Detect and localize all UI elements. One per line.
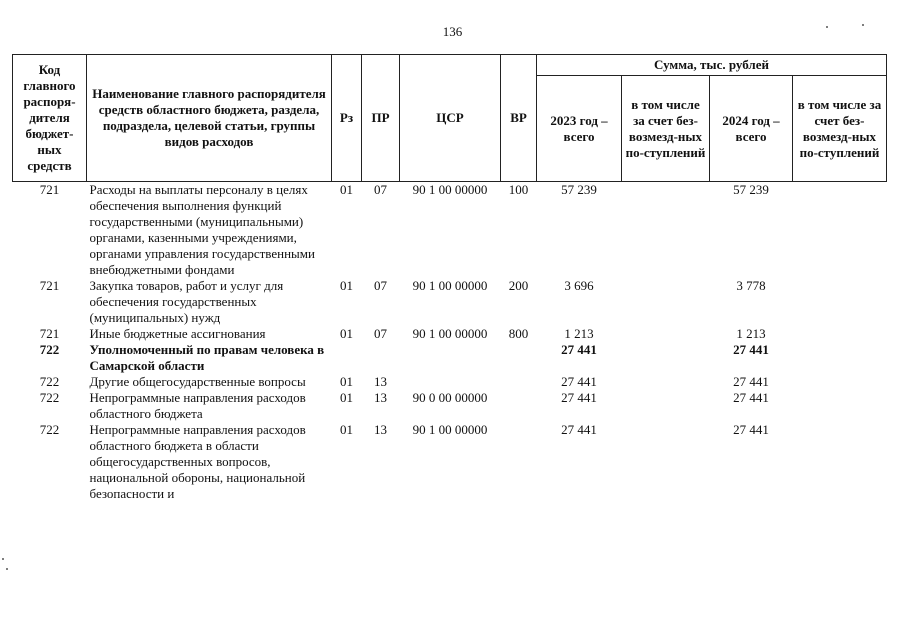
cell-free-2023: [622, 374, 710, 390]
cell-name: Уполномоченный по правам человека в Самарской области: [89, 342, 325, 373]
cell-vr: 100: [508, 182, 529, 197]
scan-speck: [2, 558, 4, 560]
header-code: Код главного распоря-дителя бюджет-ных средств: [13, 55, 87, 182]
cell-pr: 07: [374, 326, 387, 341]
header-2024-free: в том числе за счет без-возмезд-ных по-ступлений: [793, 76, 887, 182]
scan-speck: [826, 26, 828, 28]
cell-free-2024: [793, 422, 887, 502]
header-sum-group: Сумма, тыс. рублей: [537, 55, 887, 76]
cell-pr: 13: [374, 374, 387, 389]
cell-sum-2024: 3 778: [736, 278, 766, 293]
table-row: [13, 342, 887, 374]
cell-vr: [501, 390, 537, 422]
header-rz: Рз: [332, 55, 362, 182]
cell-csr: 90 1 00 00000: [412, 182, 488, 197]
scan-speck: [6, 568, 8, 570]
table-row: [13, 390, 887, 422]
cell-code: 722: [39, 342, 60, 357]
cell-sum-2024: 27 441: [733, 374, 769, 389]
table-body: [13, 182, 887, 503]
cell-name: Расходы на выплаты персоналу в целях обеспечения выполнения функций государственными (муниципальными) органами, казенными учреждениями, органами управления государственными внебюджетными фондами: [89, 182, 315, 277]
cell-code: 722: [39, 390, 60, 405]
cell-csr: 90 1 00 00000: [412, 422, 488, 437]
cell-code: 722: [39, 422, 60, 437]
cell-free-2024: [793, 390, 887, 422]
cell-name: Закупка товаров, работ и услуг для обеспечения государственных (муниципальных) нужд: [89, 278, 284, 325]
cell-csr: [400, 374, 501, 390]
header-2024-total: 2024 год – всего: [710, 76, 793, 182]
cell-pr: 13: [374, 422, 387, 437]
cell-free-2024: [793, 342, 887, 374]
page-number: 136: [442, 24, 463, 39]
cell-pr: [362, 342, 400, 374]
budget-table: [12, 54, 887, 502]
cell-csr: 90 1 00 00000: [412, 326, 488, 341]
cell-free-2024: [793, 182, 887, 279]
cell-name: Непрограммные направления расходов областного бюджета в области общегосударственных вопросов, национальной обороны, национальной безопасности и: [89, 422, 306, 501]
cell-sum-2023: 27 441: [561, 374, 597, 389]
cell-pr: 07: [374, 182, 387, 197]
table-row: [13, 326, 887, 342]
cell-sum-2024: 57 239: [733, 182, 769, 197]
cell-sum-2024: 1 213: [736, 326, 766, 341]
cell-sum-2023: 27 441: [561, 422, 597, 437]
header-pr: ПР: [362, 55, 400, 182]
cell-free-2023: [622, 326, 710, 342]
table-header: [13, 55, 887, 182]
cell-free-2023: [622, 182, 710, 279]
cell-code: 721: [39, 326, 60, 341]
cell-vr: [501, 374, 537, 390]
cell-sum-2023: 57 239: [561, 182, 597, 197]
cell-rz: 01: [340, 326, 353, 341]
cell-free-2024: [793, 278, 887, 326]
header-name: Наименование главного распорядителя средств областного бюджета, раздела, подраздела, целевой статьи, группы видов расходов: [87, 55, 332, 182]
cell-csr: 90 0 00 00000: [412, 390, 488, 405]
cell-free-2023: [622, 278, 710, 326]
table-row: [13, 278, 887, 326]
cell-rz: 01: [340, 278, 353, 293]
table-row: [13, 374, 887, 390]
cell-code: 722: [39, 374, 60, 389]
cell-rz: 01: [340, 390, 353, 405]
cell-sum-2023: 27 441: [561, 342, 597, 357]
header-csr: ЦСР: [400, 55, 501, 182]
cell-rz: 01: [340, 182, 353, 197]
header-vr: ВР: [501, 55, 537, 182]
header-2023-total: 2023 год – всего: [537, 76, 622, 182]
cell-rz: [332, 342, 362, 374]
cell-rz: 01: [340, 422, 353, 437]
cell-code: 721: [39, 278, 60, 293]
cell-free-2023: [622, 422, 710, 502]
header-2023-free: в том числе за счет без-возмезд-ных по-ступлений: [622, 76, 710, 182]
cell-free-2024: [793, 374, 887, 390]
table-row: [13, 182, 887, 279]
cell-name: Другие общегосударственные вопросы: [89, 374, 306, 389]
cell-sum-2024: 27 441: [733, 342, 769, 357]
cell-vr: [501, 422, 537, 502]
cell-rz: 01: [340, 374, 353, 389]
cell-csr: [400, 342, 501, 374]
cell-sum-2023: 1 213: [564, 326, 594, 341]
cell-free-2023: [622, 390, 710, 422]
cell-vr: [501, 342, 537, 374]
cell-sum-2024: 27 441: [733, 390, 769, 405]
cell-sum-2023: 27 441: [561, 390, 597, 405]
cell-name: Непрограммные направления расходов областного бюджета: [89, 390, 306, 421]
table-row: [13, 422, 887, 502]
cell-pr: 13: [374, 390, 387, 405]
scan-speck: [862, 24, 864, 26]
cell-vr: 200: [508, 278, 529, 293]
cell-free-2023: [622, 342, 710, 374]
cell-pr: 07: [374, 278, 387, 293]
cell-free-2024: [793, 326, 887, 342]
cell-sum-2024: 27 441: [733, 422, 769, 437]
cell-code: 721: [39, 182, 60, 197]
cell-sum-2023: 3 696: [564, 278, 594, 293]
cell-name: Иные бюджетные ассигнования: [89, 326, 266, 341]
cell-csr: 90 1 00 00000: [412, 278, 488, 293]
cell-vr: 800: [508, 326, 529, 341]
